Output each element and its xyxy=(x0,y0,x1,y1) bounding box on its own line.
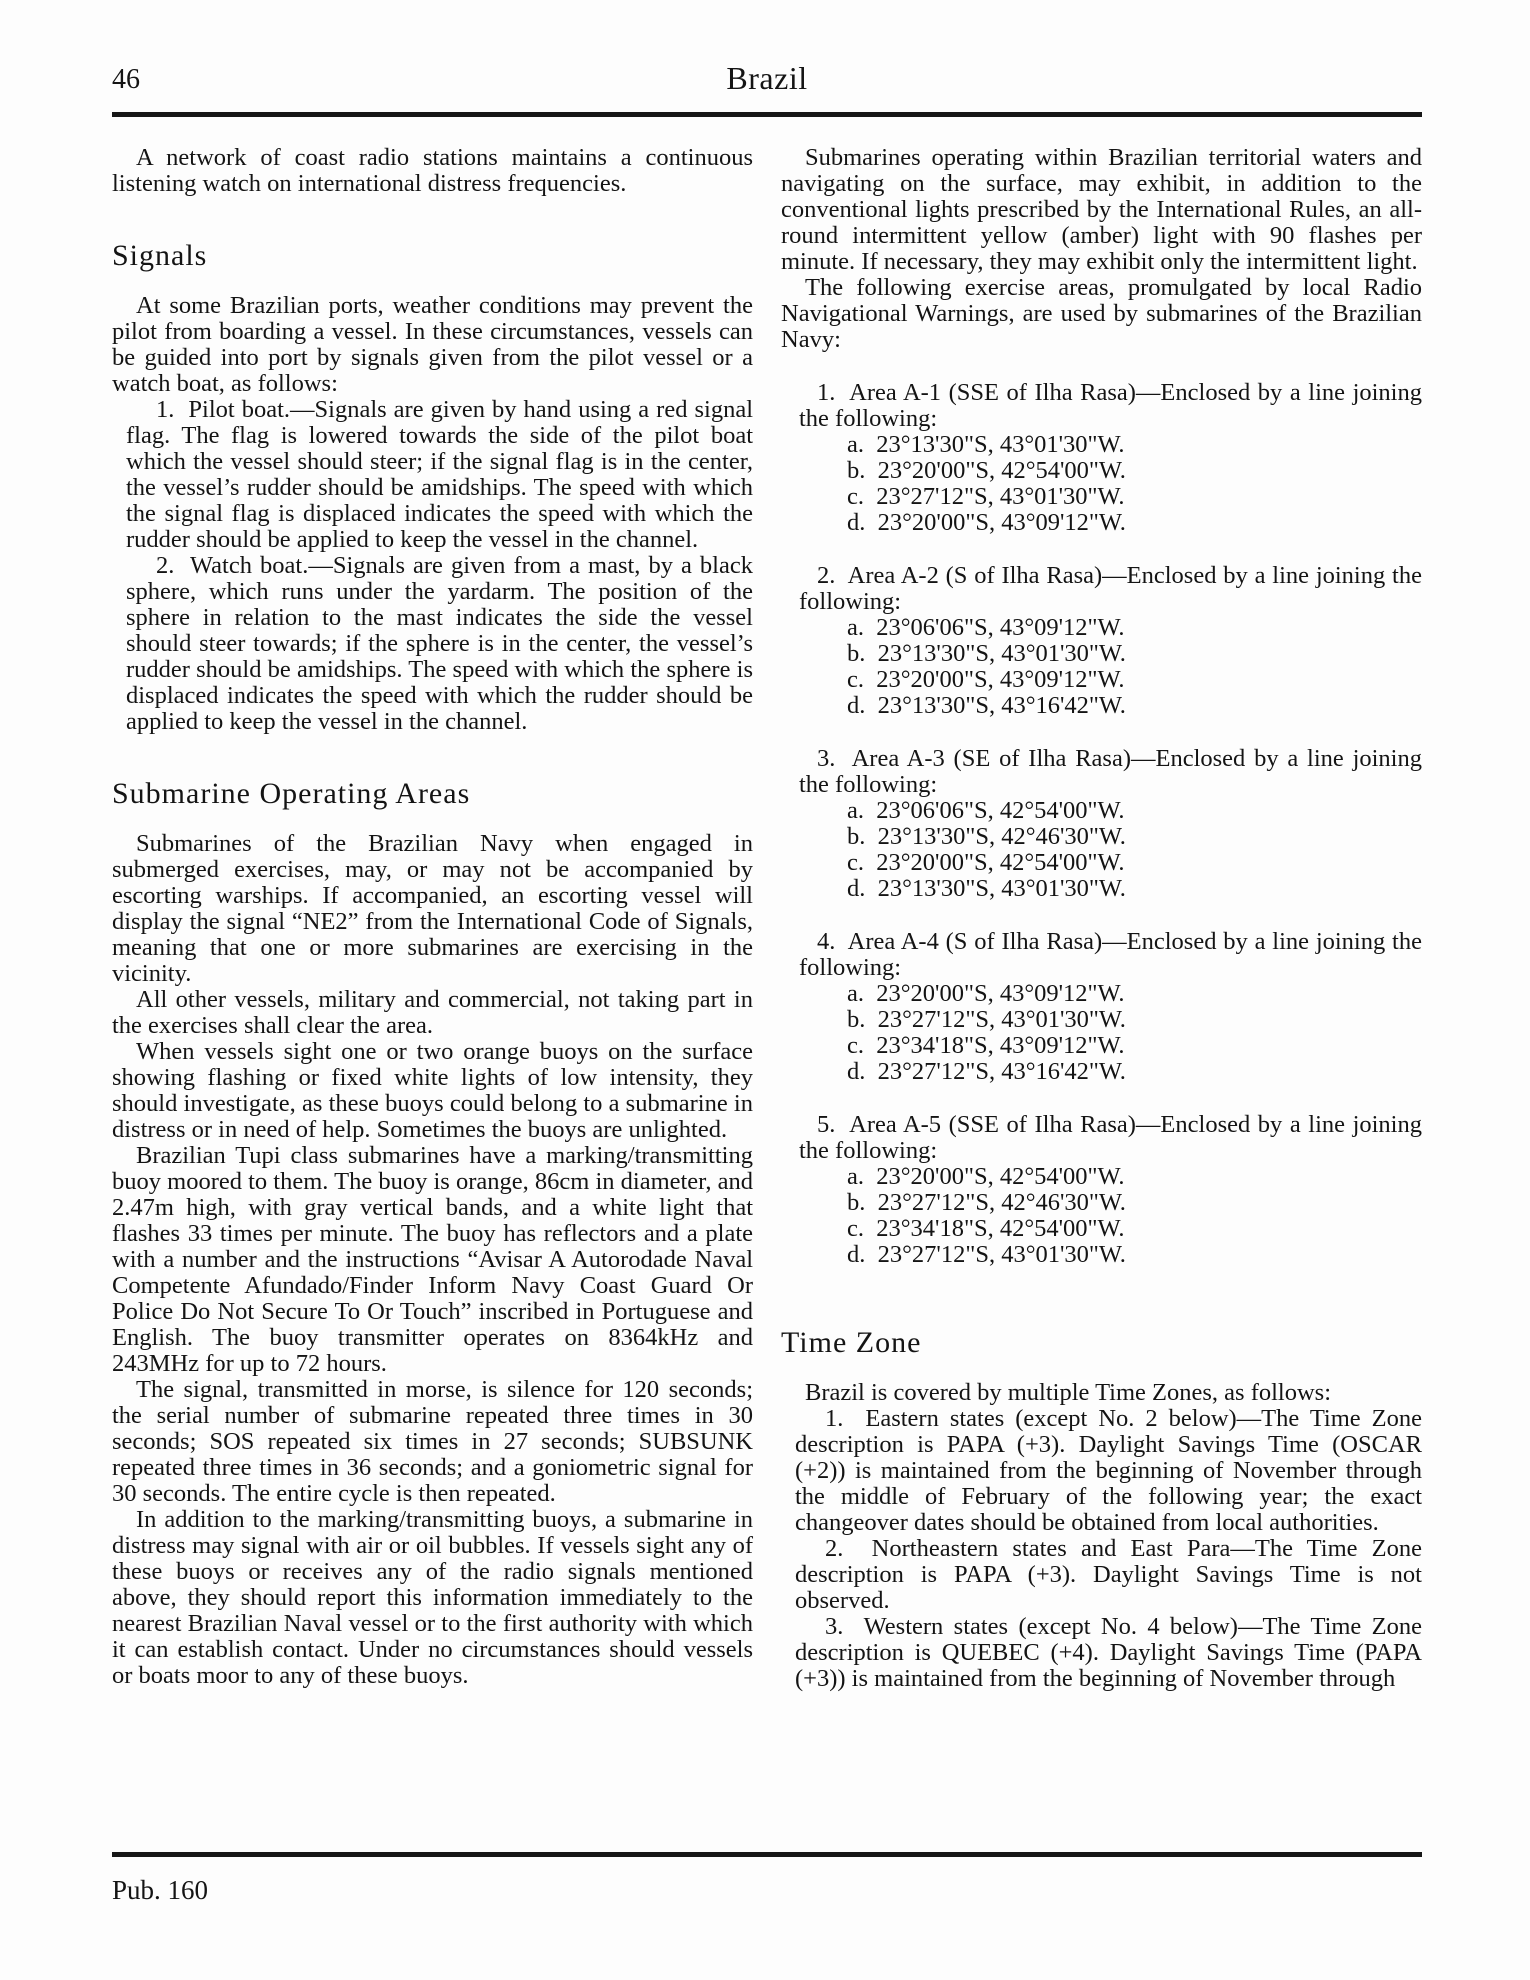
publication-number: Pub. 160 xyxy=(112,1875,209,1905)
page-footer xyxy=(112,1852,1422,1905)
area-point: a. 23°06'06"S, 42°54'00"W. xyxy=(847,797,1125,824)
paragraph-air-oil-bubbles: In addition to the marking/transmitting buoys, a submarine in distress may signal with air or oil bubbles. If vessels sight any of these buoys or receives any of the radio signals mentioned above, they should report this information immediately to the nearest Brazilian Naval vessel or to the first authority with which it can establish contact. Under no circumstances should vessels or boats moor to any of these buoys. xyxy=(112,1506,753,1689)
area-a5 xyxy=(781,1112,1422,1268)
area-label: 3. Area A-3 (SE of Ilha Rasa)—Enclosed by a line joining the following: xyxy=(799,745,1422,798)
area-point: a. 23°13'30"S, 43°01'30"W. xyxy=(847,431,1125,458)
area-label: 2. Area A-2 (S of Ilha Rasa)—Enclosed by a line joining the following: xyxy=(799,562,1422,615)
paragraph-radio-watch: A network of coast radio stations maintains a continuous listening watch on international distress frequencies. xyxy=(112,144,753,197)
area-point: c. 23°20'00"S, 42°54'00"W. xyxy=(847,849,1125,876)
paragraph-morse-signal: The signal, transmitted in morse, is silence for 120 seconds; the serial number of submarine repeated three times in 30 seconds; SOS repeated six times in 27 seconds; SUBSUNK repeated three times in 36 seconds; and a goniometric signal for 30 seconds. The entire cycle is then repeated. xyxy=(112,1376,753,1507)
area-a2 xyxy=(781,563,1422,719)
right-column xyxy=(781,145,1422,1692)
area-point: b. 23°13'30"S, 42°46'30"W. xyxy=(847,823,1126,850)
area-point: d. 23°27'12"S, 43°16'42"W. xyxy=(847,1058,1126,1085)
page-body xyxy=(112,145,1422,1692)
area-point: d. 23°13'30"S, 43°16'42"W. xyxy=(847,692,1126,719)
page-number: 46 xyxy=(112,64,140,95)
area-a1 xyxy=(781,380,1422,536)
paragraph-signals-intro: At some Brazilian ports, weather conditions may prevent the pilot from boarding a vessel. In these circumstances, vessels can be guided into port by signals given from the pilot vessel or a watch boat, as follows: xyxy=(112,292,753,397)
area-a3 xyxy=(781,746,1422,902)
area-point: b. 23°13'30"S, 43°01'30"W. xyxy=(847,640,1126,667)
exercise-areas-list xyxy=(781,380,1422,1268)
area-point: d. 23°20'00"S, 43°09'12"W. xyxy=(847,509,1126,536)
paragraph-time-zone-intro: Brazil is covered by multiple Time Zones, as follows: xyxy=(805,1379,1332,1406)
section-heading-signals: Signals xyxy=(112,239,208,272)
area-point: b. 23°20'00"S, 42°54'00"W. xyxy=(847,457,1126,484)
area-point: a. 23°20'00"S, 42°54'00"W. xyxy=(847,1163,1125,1190)
list-item-northeastern-states: 2. Northeastern states and East Para—The Time Zone description is PAPA (+3). Daylight Savings Time is not observed. xyxy=(795,1535,1422,1614)
left-column xyxy=(112,145,753,1692)
area-point: b. 23°27'12"S, 43°01'30"W. xyxy=(847,1006,1126,1033)
area-point: c. 23°34'18"S, 42°54'00"W. xyxy=(847,1215,1125,1242)
area-point: a. 23°20'00"S, 43°09'12"W. xyxy=(847,980,1125,1007)
section-heading-time-zone: Time Zone xyxy=(781,1326,922,1359)
area-point: c. 23°27'12"S, 43°01'30"W. xyxy=(847,483,1125,510)
paragraph-other-vessels: All other vessels, military and commercial, not taking part in the exercises shall clear the area. xyxy=(112,986,753,1039)
list-item-eastern-states: 1. Eastern states (except No. 2 below)—The Time Zone description is PAPA (+3). Daylight Savings Time (OSCAR (+2)) is maintained from the beginning of November through the middle of February of the following year; the exact changeover dates should be obtained from local authorities. xyxy=(795,1405,1422,1536)
paragraph-submarines-surface-lights: Submarines operating within Brazilian territorial waters and navigating on the surface, may exhibit, in addition to the conventional lights prescribed by the International Rules, an all-round intermittent yellow (amber) light with 90 flashes per minute. If necessary, they may exhibit only the intermittent light. xyxy=(781,144,1422,275)
area-label: 5. Area A-5 (SSE of Ilha Rasa)—Enclosed by a line joining the following: xyxy=(799,1111,1422,1164)
list-item-western-states: 3. Western states (except No. 4 below)—The Time Zone description is QUEBEC (+4). Daylight Savings Time (PAPA (+3)) is maintained from the beginning of November through xyxy=(795,1613,1422,1692)
paragraph-tupi-class: Brazilian Tupi class submarines have a marking/transmitting buoy moored to them. The buoy is orange, 86cm in diameter, and 2.47m high, with gray vertical bands, and a white light that flashes 33 times per minute. The buoy has reflectors and a plate with a number and the instructions “Avisar A Autorodade Naval Competente Afundado/Finder Inform Navy Coast Guard Or Police Do Not Secure To Or Touch” inscribed in Portuguese and English. The buoy transmitter operates on 8364kHz and 243MHz for up to 72 hours. xyxy=(112,1142,753,1377)
section-heading-submarine-operating-areas: Submarine Operating Areas xyxy=(112,777,471,810)
area-point: d. 23°27'12"S, 43°01'30"W. xyxy=(847,1241,1126,1268)
area-point: a. 23°06'06"S, 43°09'12"W. xyxy=(847,614,1125,641)
area-point: c. 23°20'00"S, 43°09'12"W. xyxy=(847,666,1125,693)
area-point: c. 23°34'18"S, 43°09'12"W. xyxy=(847,1032,1125,1059)
paragraph-exercise-areas-intro: The following exercise areas, promulgated by local Radio Navigational Warnings, are used by submarines of the Brazilian Navy: xyxy=(781,274,1422,353)
list-item-pilot-boat: 1. Pilot boat.—Signals are given by hand using a red signal flag. The flag is lowered towards the side of the pilot boat which the vessel should steer; if the signal flag is in the center, the vessel’s rudder should be amidships. The speed with which the signal flag is displaced indicates the speed with which the rudder should be applied to keep the vessel in the channel. xyxy=(126,396,753,553)
page-title: Brazil xyxy=(726,60,808,96)
area-point: b. 23°27'12"S, 42°46'30"W. xyxy=(847,1189,1126,1216)
area-label: 1. Area A-1 (SSE of Ilha Rasa)—Enclosed by a line joining the following: xyxy=(799,379,1422,432)
page-header xyxy=(112,0,1422,117)
paragraph-orange-buoys: When vessels sight one or two orange buoys on the surface showing flashing or fixed white lights of low intensity, they should investigate, as these buoys could belong to a submarine in distress or in need of help. Sometimes the buoys are unlighted. xyxy=(112,1038,753,1143)
paragraph-submarines-navy: Submarines of the Brazilian Navy when engaged in submerged exercises, may, or may not be accompanied by escorting warships. If accompanied, an escorting vessel will display the signal “NE2” from the International Code of Signals, meaning that one or more submarines are exercising in the vicinity. xyxy=(112,830,753,987)
area-a4 xyxy=(781,929,1422,1085)
area-label: 4. Area A-4 (S of Ilha Rasa)—Enclosed by a line joining the following: xyxy=(799,928,1422,981)
area-point: d. 23°13'30"S, 43°01'30"W. xyxy=(847,875,1126,902)
list-item-watch-boat: 2. Watch boat.—Signals are given from a mast, by a black sphere, which runs under the yardarm. The position of the sphere in relation to the mast indicates the side the vessel should steer towards; if the sphere is in the center, the vessel’s rudder should be amidships. The speed with which the sphere is displaced indicates the speed with which the rudder should be applied to keep the vessel in the channel. xyxy=(126,552,753,735)
